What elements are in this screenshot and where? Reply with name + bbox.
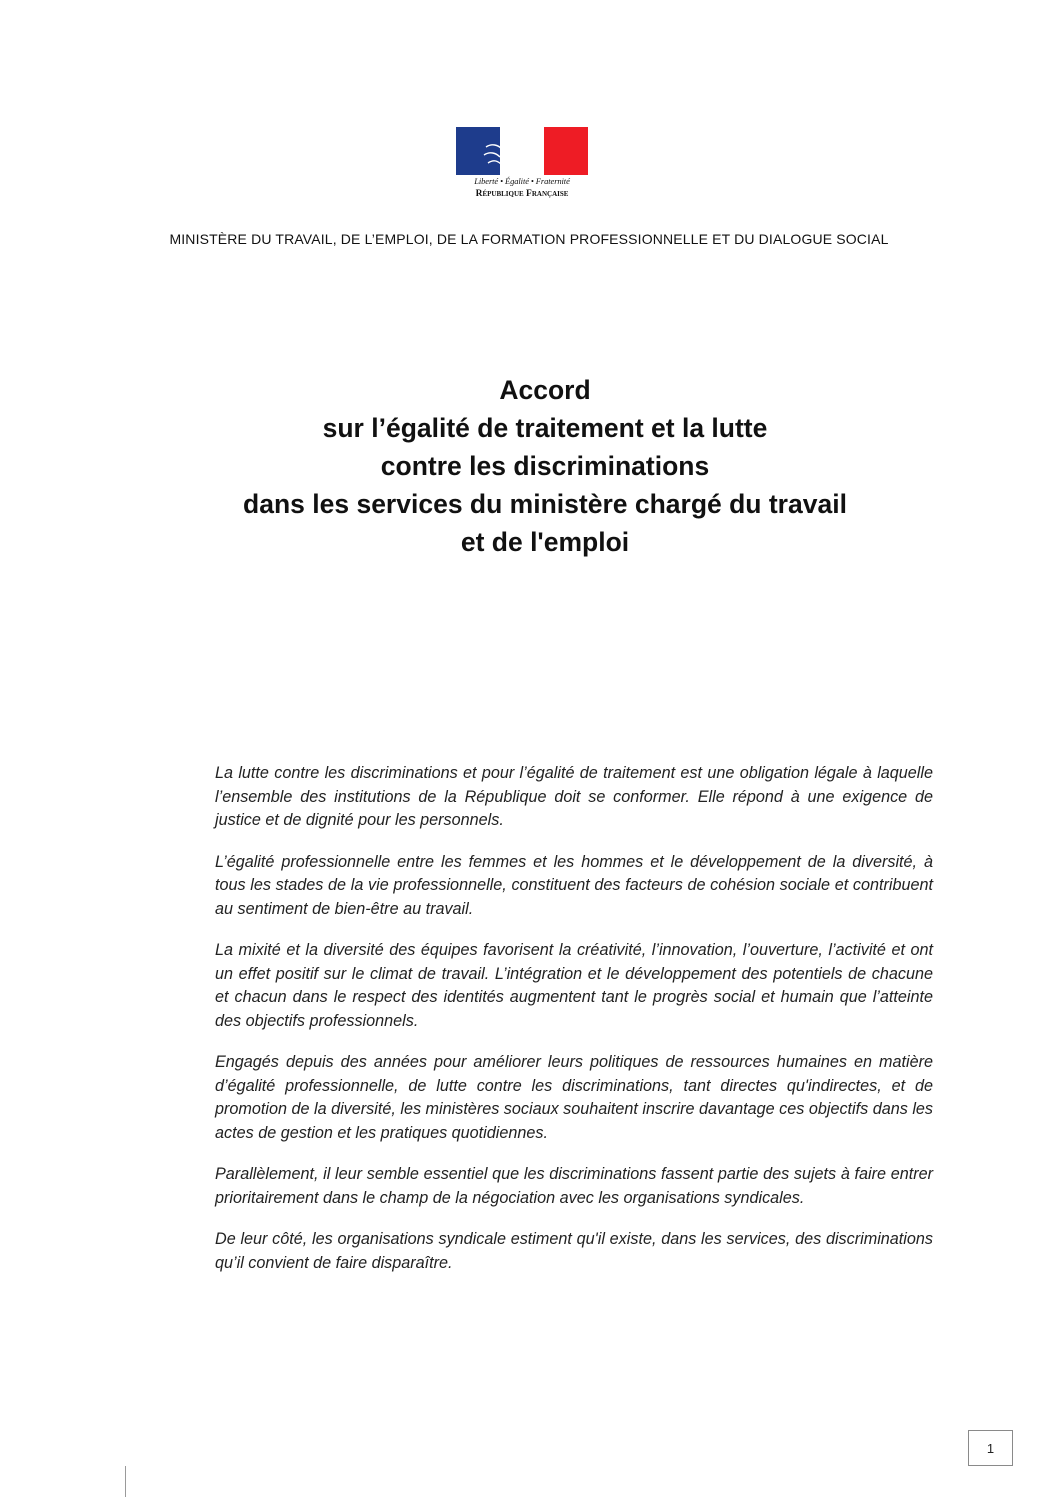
document-title [0, 371, 1058, 561]
margin-divider [125, 1466, 126, 1497]
title-line: Accord [499, 375, 591, 405]
paragraph-engagements: Engagés depuis des années pour améliorer leurs politiques de ressources humaines en matière d’égalité professionnelle, de lutte contre les discriminations, tant directes qu'indirectes, et de promotion de la diversité, les ministères sociaux souhaitent inscrire davantage ces objectifs dans les actes de gestion et les pratiques quotidiennes. [215, 1053, 934, 1142]
ministry-header: MINISTÈRE DU TRAVAIL, DE L’EMPLOI, DE LA FORMATION PROFESSIONNELLE ET DU DIALOGUE SOCIAL [169, 231, 889, 247]
paragraph-organisations-syndicales: De leur côté, les organisations syndicale estiment qu'il existe, dans les services, des discriminations qu’il convient de faire disparaître. [215, 1230, 933, 1272]
logo-republique-francaise: République Française [475, 189, 569, 199]
page-number: 1 [968, 1430, 1013, 1466]
paragraph-obligation-legale: La lutte contre les discriminations et pour l’égalité de traitement est une obligation légale à laquelle l’ensemble des institutions de la République doit se conformer. Elle répond à une exigence de justice et de dignité pour les personnels. [215, 764, 933, 829]
paragraph-egalite-professionnelle: L’égalité professionnelle entre les femmes et les hommes et le développement de la diversité, à tous les stades de la vie professionnelle, constituent des facteurs de cohésion sociale et contribuent au sentiment de bien-être au travail. [215, 852, 933, 918]
flag-blue-band [456, 127, 500, 175]
title-line: contre les discriminations [380, 451, 710, 481]
title-line: sur l’égalité de traitement et la lutte [322, 413, 768, 443]
logo-motto: Liberté • Égalité • Fraternité [474, 176, 570, 186]
paragraph-negociation: Parallèlement, il leur semble essentiel que les discriminations fassent partie des sujets à faire entrer prioritairement dans le champ de la négociation avec les organisations syndicales. [215, 1165, 933, 1207]
paragraph-mixite-diversite: La mixité et la diversité des équipes favorisent la créativité, l’innovation, l’ouverture, l’activité et ont un effet positif sur le climat de travail. L’intégration et le développement des potentiels de chacune et chacun dans le respect des identités augmentent tant le progrès social et humain que l’atteinte des objectifs professionnels. [215, 941, 933, 1030]
flag-red-band [544, 127, 588, 175]
title-line: dans les services du ministère chargé du travail [243, 489, 847, 519]
document-body [215, 762, 933, 1293]
title-line: et de l'emploi [460, 527, 630, 557]
republique-francaise-logo [456, 127, 588, 205]
marianne-logo-icon [456, 127, 588, 175]
